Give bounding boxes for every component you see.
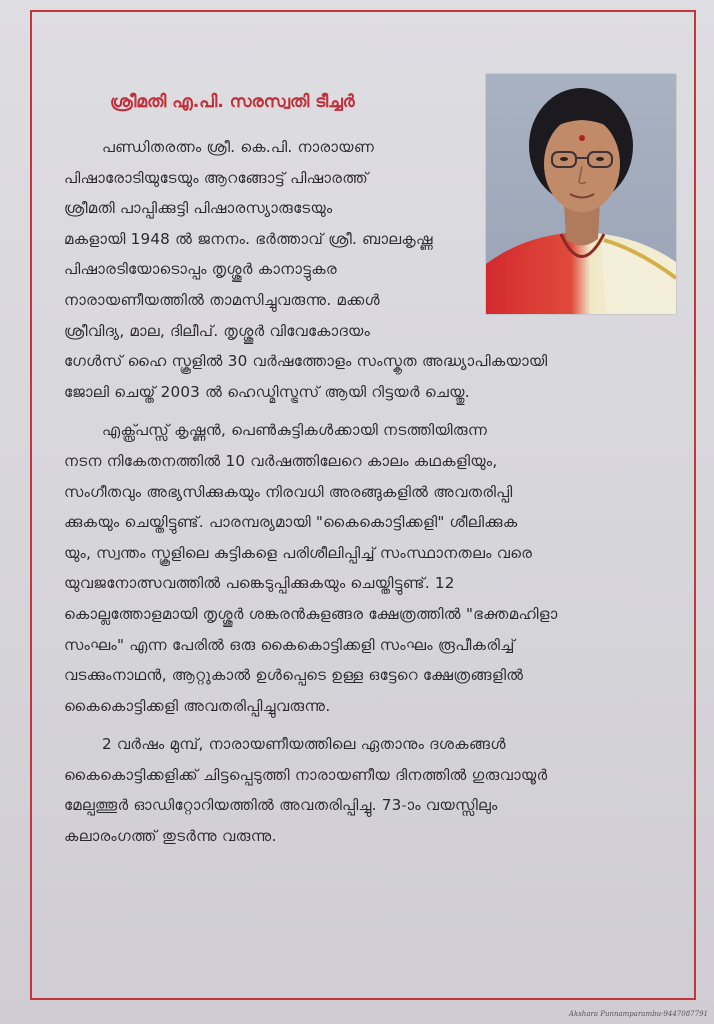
text-line: കൈകൊട്ടിക്കളി അവതരിപ്പിച്ചുവരുന്നു. [64,696,331,715]
text-line: മകളായി 1948 ൽ ജനനം. ഭർത്താവ് ശ്രീ. ബാലകൃഷ്ണ [64,229,433,248]
text-line: യുവജനോത്സവത്തിൽ പങ്കെടുപ്പിക്കുകയും ചെയ്തിട്ടുണ്ട്. 12 [64,574,455,593]
text-line: പിഷാരോടിയുടേയും ആറങ്ങോട്ട് പിഷാരത്ത് [64,168,369,187]
text-line: എക്സ്പ്രസ്സ് കൃഷ്ണൻ, പെൺകുട്ടികൾക്കായി നടത്തിയിരുന്ന [102,421,488,440]
page-title: ശ്രീമതി എ.പി. സരസ്വതി ടീച്ചർ [110,92,355,112]
paragraph-gap [64,407,684,415]
text-line: മേല്പത്തൂർ ഓഡിറ്റോറിയത്തിൽ അവതരിപ്പിച്ചു. 73-ാം വയസ്സിലും [64,796,498,815]
text-line: കൈകൊട്ടിക്കളിക്ക് ചിട്ടപ്പെടുത്തി നാരായണീയ ദിനത്തിൽ ഗുരുവായൂർ [64,765,548,784]
printer-credit: Akshara Punnamparambu-9447087791 [568,1010,708,1018]
text-line: നാരായണീയത്തിൽ താമസിച്ചുവരുന്നു. മക്കൾ [64,290,381,309]
text-line: കൊല്ലത്തോളമായി തൃശ്ശൂർ ശങ്കരൻകുളങ്ങര ക്ഷേത്രത്തിൽ "ഭക്തമഹിളാ [64,604,558,623]
text-line: സംഗീതവും അഭ്യസിക്കുകയും നിരവധി അരങ്ങുകളിൽ അവതരിപ്പി [64,482,513,501]
text-line: യും, സ്വന്തം സ്കൂളിലെ കുട്ടികളെ പരിശീലിപ്പിച്ച് സംസ്ഥാനതലം വരെ [64,543,533,562]
paragraph-gap [64,721,684,729]
text-line: നടന നികേതനത്തിൽ 10 വർഷത്തിലേറെ കാലം കഥകളിയും, [64,451,498,470]
text-line: സംഘം" എന്ന പേരിൽ ഒരു കൈകൊട്ടിക്കളി സംഘം രൂപീകരിച്ച് [64,635,515,654]
text-line: പണ്ഡിതരത്നം ശ്രീ. കെ.പി. നാരായണ [102,138,375,156]
article-body [64,132,684,852]
text-line: ക്കുകയും ചെയ്തിട്ടുണ്ട്. പാരമ്പര്യമായി "കൈകൊട്ടിക്കളി" ശീലിക്കുക [64,513,518,532]
text-line: 2 വർഷം മുമ്പ്, നാരായണീയത്തിലെ ഏതാനും ദശകങ്ങൾ [102,735,506,754]
text-line: ഗേൾസ് ഹൈ സ്കൂളിൽ 30 വർഷത്തോളം സംസ്കൃത അദ്ധ്യാപികയായി [64,352,548,371]
text-line: ശ്രീവിദ്യ, മാല, ദിലീപ്. തൃശ്ശൂർ വിവേകോദയം [64,321,371,340]
text-line: പിഷാരടിയോടൊപ്പം തൃശ്ശൂർ കാനാട്ടുകര [64,260,338,279]
text-line: ജോലി ചെയ്ത് 2003 ൽ ഹെഡ്മിസ്ട്രസ് ആയി റിട്ടയർ ചെയ്തു. [64,382,470,401]
text-line: ശ്രീമതി പാപ്പിക്കുട്ടി പിഷാരസ്യാരുടേയും [64,199,333,218]
text-line: കലാരംഗത്ത് തുടർന്നു വരുന്നു. [64,827,277,846]
text-line: വടക്കുംനാഥൻ, ആറ്റുകാൽ ഉൾപ്പെടെ ഉള്ള ഒട്ടേറെ ക്ഷേത്രങ്ങളിൽ [64,666,524,685]
